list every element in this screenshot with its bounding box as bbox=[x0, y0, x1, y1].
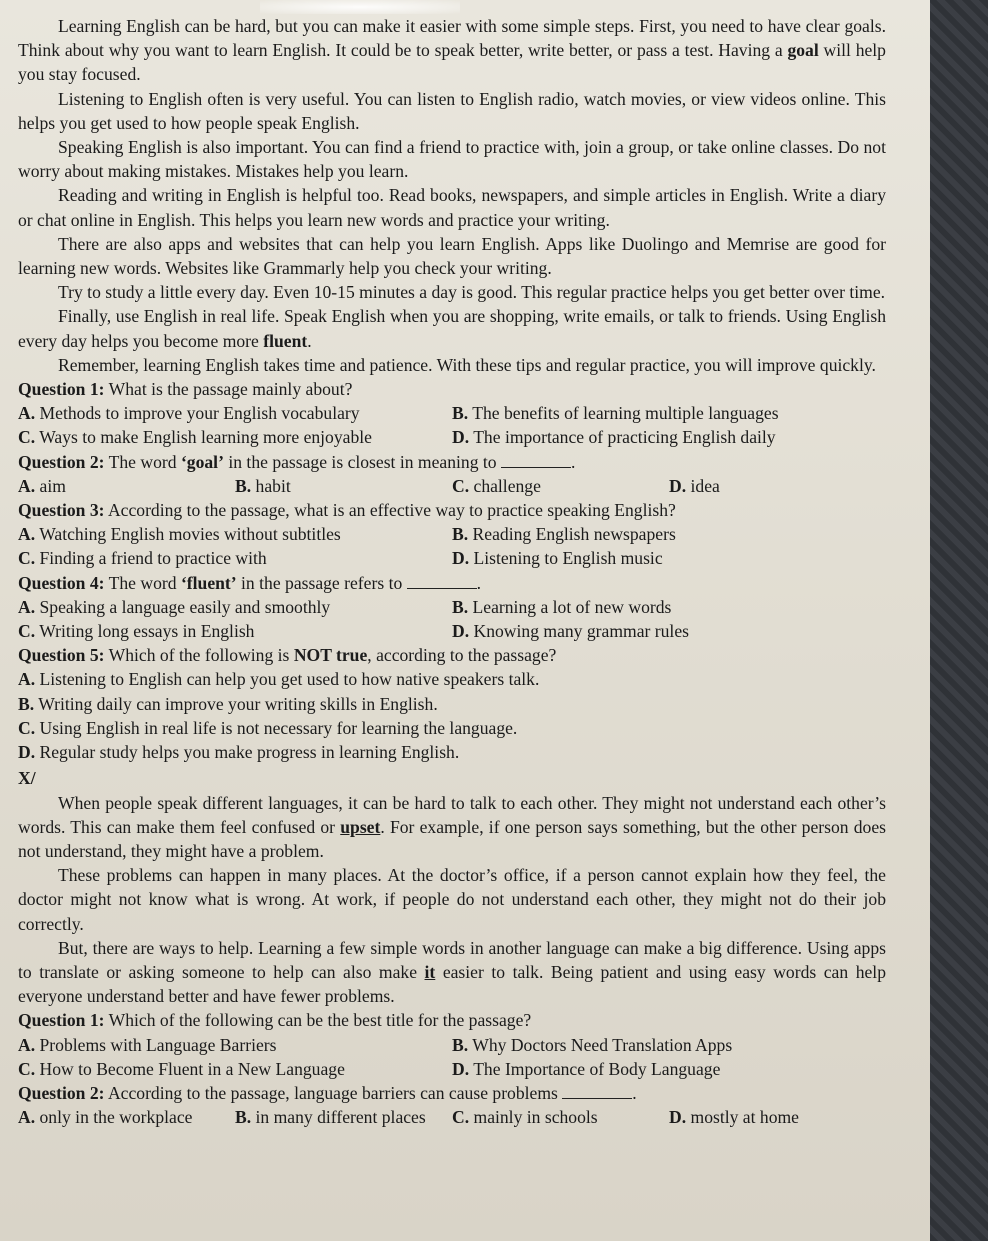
word-goal: goal bbox=[787, 40, 819, 61]
question-5-options bbox=[18, 667, 886, 764]
option-b[interactable]: B. Reading English newspapers bbox=[452, 524, 676, 545]
option-c[interactable]: C. Ways to make English learning more enjoyable bbox=[18, 427, 372, 448]
option-c[interactable]: C. challenge bbox=[452, 475, 541, 496]
option-c[interactable]: C. mainly in schools bbox=[452, 1107, 598, 1128]
question-5: Question 5: Which of the following is NOT true, according to the passage? bbox=[18, 645, 557, 666]
passage1-paragraph-2: Listening to English often is very useful. You can listen to English radio, watch movies, or view videos online. This helps you get used to how people speak English. bbox=[18, 88, 886, 133]
option-c[interactable]: C. How to Become Fluent in a New Language bbox=[18, 1058, 345, 1079]
option-d[interactable]: D. mostly at home bbox=[669, 1107, 799, 1128]
section-heading: X/ bbox=[18, 768, 36, 789]
option-c[interactable]: C. Finding a friend to practice with bbox=[18, 548, 267, 569]
question-2: Question 2: The word ‘goal’ in the passage is closest in meaning to . bbox=[18, 451, 576, 472]
passage1-paragraph-4: Reading and writing in English is helpful too. Read books, newspapers, and simple articles in English. Write a diary or chat online in English. This helps you learn new words and practice your writing. bbox=[18, 185, 886, 230]
desk-background bbox=[930, 0, 988, 1241]
option-a[interactable]: A. Problems with Language Barriers bbox=[18, 1034, 277, 1055]
passage1-paragraph-5: There are also apps and websites that can help you learn English. Apps like Duolingo and Memrise are good for learning new words. Websites like Grammarly help you check your writing. bbox=[18, 233, 886, 279]
worksheet-content bbox=[18, 14, 886, 1129]
question-4: Question 4: The word ‘fluent’ in the passage refers to . bbox=[18, 572, 482, 593]
option-a[interactable]: A. Speaking a language easily and smoothly bbox=[18, 596, 331, 617]
option-b[interactable]: B. in many different places bbox=[235, 1107, 426, 1128]
passage1-paragraph-3: Speaking English is also important. You can find a friend to practice with, join a group, or take online classes. Do not worry about making mistakes. Mistakes help you learn. bbox=[18, 137, 886, 182]
option-d[interactable]: D. Knowing many grammar rules bbox=[452, 621, 689, 642]
option-d[interactable]: D. Regular study helps you make progress in learning English. bbox=[18, 742, 460, 763]
word-upset: upset bbox=[340, 816, 381, 837]
section2-question-1-options bbox=[18, 1033, 886, 1081]
option-b[interactable]: B. Why Doctors Need Translation Apps bbox=[452, 1034, 733, 1055]
word-it: it bbox=[424, 961, 436, 982]
question-2-options bbox=[18, 474, 886, 498]
section2-question-1: Question 1: Which of the following can be the best title for the passage? bbox=[18, 1010, 532, 1031]
word-fluent: fluent bbox=[263, 330, 308, 351]
passage1-paragraph-6: Try to study a little every day. Even 10-15 minutes a day is good. This regular practice helps you get better over time. bbox=[58, 282, 886, 303]
option-a[interactable]: A. aim bbox=[18, 475, 66, 496]
option-d[interactable]: D. Listening to English music bbox=[452, 548, 663, 569]
passage2-paragraph-2: These problems can happen in many places. At the doctor’s office, if a person cannot explain how they feel, the doctor might not know what is wrong. At work, if people do not understand each other, they might not do their job correctly. bbox=[18, 865, 886, 934]
option-b[interactable]: B. The benefits of learning multiple languages bbox=[452, 403, 779, 424]
option-d[interactable]: D. The Importance of Body Language bbox=[452, 1058, 721, 1079]
option-a[interactable]: A. only in the workplace bbox=[18, 1107, 193, 1128]
question-1-options bbox=[18, 401, 886, 449]
passage1-paragraph-8: Remember, learning English takes time and patience. With these tips and regular practice, you will improve quickly. bbox=[58, 354, 876, 375]
option-b[interactable]: B. Learning a lot of new words bbox=[452, 596, 672, 617]
answer-blank[interactable] bbox=[501, 453, 571, 468]
option-d[interactable]: D. The importance of practicing English daily bbox=[452, 427, 776, 448]
option-d[interactable]: D. idea bbox=[669, 475, 720, 496]
section2-question-2: Question 2: According to the passage, language barriers can cause problems . bbox=[18, 1082, 637, 1103]
question-1: Question 1: What is the passage mainly about? bbox=[18, 379, 353, 400]
answer-blank[interactable] bbox=[407, 574, 477, 589]
passage2-paragraph-3: But, there are ways to help. Learning a few simple words in another language can make a big difference. Using apps to translate or asking someone to help can also make it easier to talk. Being patient and using easy words can help everyone understand better and have fewer problems. bbox=[18, 937, 886, 1007]
passage1-paragraph-1: Learning English can be hard, but you can make it easier with some simple steps. First, you need to have clear goals. Think about why you want to learn English. It could be to speak better, write better, or pass a test. Having a goal will help you stay focused. bbox=[18, 16, 886, 85]
answer-blank[interactable] bbox=[562, 1084, 632, 1099]
option-c[interactable]: C. Using English in real life is not necessary for learning the language. bbox=[18, 717, 518, 738]
question-3: Question 3: According to the passage, what is an effective way to practice speaking English? bbox=[18, 500, 676, 521]
passage1-paragraph-7: Finally, use English in real life. Speak English when you are shopping, write emails, or talk to friends. Using English every day helps you become more fluent. bbox=[18, 306, 886, 351]
option-b[interactable]: B. habit bbox=[235, 475, 291, 496]
option-a[interactable]: A. Watching English movies without subtitles bbox=[18, 524, 341, 545]
question-4-options bbox=[18, 595, 886, 643]
light-glare bbox=[260, 0, 460, 14]
passage2-paragraph-1: When people speak different languages, it can be hard to talk to each other. They might not understand each other’s words. This can make them feel confused or upset. For example, if one person says something, but the other person does not understand, they might have a problem. bbox=[18, 792, 887, 861]
option-a[interactable]: A. Listening to English can help you get used to how native speakers talk. bbox=[18, 669, 540, 690]
option-b[interactable]: B. Writing daily can improve your writing skills in English. bbox=[18, 693, 438, 714]
question-3-options bbox=[18, 522, 886, 570]
option-c[interactable]: C. Writing long essays in English bbox=[18, 621, 255, 642]
section2-question-2-options bbox=[18, 1105, 886, 1129]
option-a[interactable]: A. Methods to improve your English vocabulary bbox=[18, 403, 360, 424]
